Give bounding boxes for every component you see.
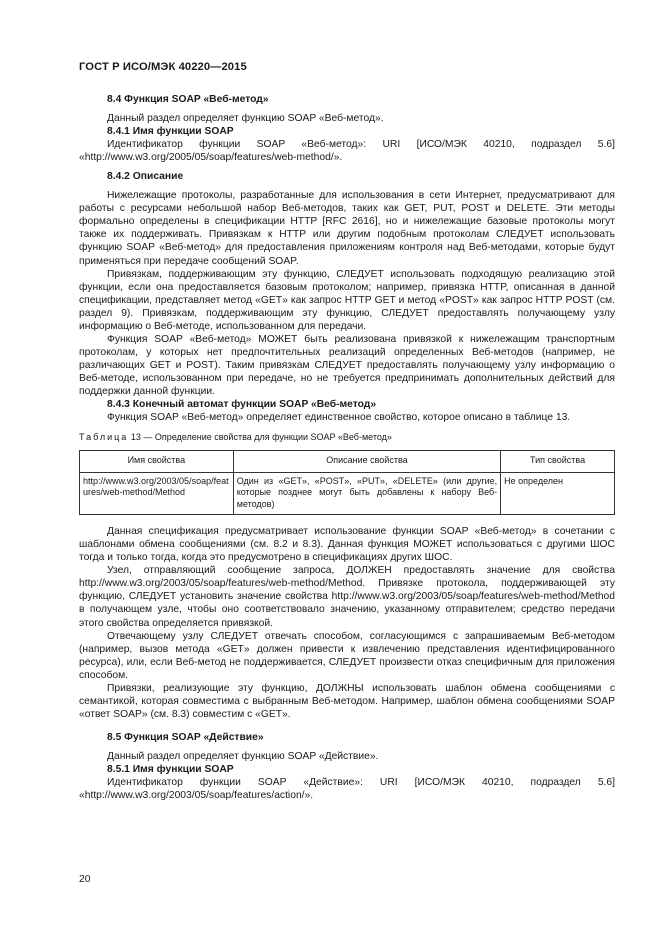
section-8-4-3-text: Функция SOAP «Веб-метод» определяет единственное свойство, которое описано в таблице 13.: [107, 412, 571, 424]
table-caption: [79, 431, 615, 444]
table-caption-label: Таблица: [79, 432, 129, 443]
table-cell-property-description: Один из «GET», «POST», «PUT», «DELETE» (или другие, которые позднее могут быть добавлены к набору Веб-методов): [233, 472, 500, 515]
body-paragraph: Данная спецификация предусматривает использование функции SOAP «Веб-метод» в сочетании с шаблонами обмена сообщениями (см. 8.2 и 8.3). Данная функция МОЖЕТ использоваться с другими ШОС тогда и только тогда, когда это предусмотрено в спецификациях других ШОС.: [79, 526, 615, 564]
table-header-cell: Имя свойства: [80, 451, 234, 473]
section-8-4-3-heading: 8.4.3 Конечный автомат функции SOAP «Веб-метод»: [107, 399, 377, 411]
section-8-4-1-heading: 8.4.1 Имя функции SOAP: [107, 126, 234, 138]
table-cell-property-name: http://www.w3.org/2003/05/soap/features/web-method/Method: [80, 472, 234, 515]
table-cell-property-type: Не определен: [501, 472, 615, 515]
body-paragraph: Отвечающему узлу СЛЕДУЕТ отвечать способом, согласующимся с запрашиваемым Веб-методом (например, вызов метода «GET» должен привести к извлечению представления идентифицированного ресурса), или, если Веб-метод не поддерживается, СЛЕДУЕТ произвести отказ специфичным для приложения способом.: [79, 630, 615, 681]
section-8-5-1-heading: 8.5.1 Имя функции SOAP: [107, 763, 234, 775]
table-header-cell: Описание свойства: [233, 451, 500, 473]
document-body: [79, 93, 615, 802]
table-caption-text: 13 — Определение свойства для функции SOAP «Веб-метод»: [130, 432, 392, 443]
section-8-4-2-heading: 8.4.2 Описание: [107, 171, 184, 183]
table-row: [80, 472, 615, 515]
table-header-cell: Тип свойства: [501, 451, 615, 473]
page-number: 20: [79, 874, 91, 885]
section-8-4-intro: Данный раздел определяет функцию SOAP «Веб-метод».: [107, 113, 384, 125]
section-8-5-heading: 8.5 Функция SOAP «Действие»: [107, 731, 264, 743]
section-8-5-intro: Данный раздел определяет функцию SOAP «Действие».: [107, 750, 379, 762]
section-8-4-heading: 8.4 Функция SOAP «Веб-метод»: [107, 94, 269, 105]
section-8-4-2-paragraph: Функция SOAP «Веб-метод» МОЖЕТ быть реализована привязкой к нижележащим транспортным протоколам, у которых нет предпочтительных реализаций определенных Веб-методов (например, не различающих GET и POST). Таким привязкам СЛЕДУЕТ предоставлять получающему узлу информацию о Веб-методе, использованном при передаче, но не требуется предпринимать дополнительных действий для поддержки данной функции.: [79, 333, 615, 397]
section-8-5-1-text: Идентификатор функции SOAP «Действие»: URI [ИСО/МЭК 40210, подраздел 5.6] «http://www.w3.org/2003/05/soap/features/action/».: [79, 777, 615, 802]
property-table: [79, 450, 615, 515]
section-8-4-2-paragraph: Нижележащие протоколы, разработанные для использования в сети Интернет, предусматривают для работы с ресурсами небольшой набор Веб-методов, таких как GET, PUT, POST и DELETE. Эти методы формально определены в спецификации HTTP [RFC 2616], но и нижележащие базовые протоколы могут также их поддерживать. Привязкам к HTTP или другим подобным протоколам СЛЕДУЕТ использовать функцию SOAP «Веб-метод» для предоставления приложениям контроля над Веб-методами, которые будут применяться при передаче сообщений SOAP.: [79, 190, 615, 267]
section-8-4-1-text: Идентификатор функции SOAP «Веб-метод»: URI [ИСО/МЭК 40210, подраздел 5.6] «http://www.w3.org/2005/05/soap/features/web-method/».: [79, 139, 615, 164]
document-header: ГОСТ Р ИСО/МЭК 40220—2015: [79, 61, 247, 73]
body-paragraph: Привязки, реализующие эту функцию, ДОЛЖНЫ использовать шаблон обмена сообщениями с семантикой, которая совместима с выбранным Веб-методом. Например, шаблон обмена сообщениями SOAP «ответ SOAP» (см. 8.3) совместим с «GET».: [79, 682, 615, 720]
body-paragraph: Узел, отправляющий сообщение запроса, ДОЛЖЕН предоставлять значение для свойства http://www.w3.org/2003/05/soap/features/web-method/Method. Привязке протокола, поддерживающей эту функцию, СЛЕДУЕТ установить значение свойства http://www.w3.org/2003/05/soap/features/web-method/Method в получающем узле, чтобы оно соответствовало значению, указанному отправителем; средство передачи этого свойства определяется привязкой.: [79, 565, 615, 629]
section-8-4-2-paragraph: Привязкам, поддерживающим эту функцию, СЛЕДУЕТ использовать подходящую реализацию этой функции, если она предоставляется базовым протоколом; например, привязка HTTP, описанная в данной спецификации, представляет метод «GET» как запрос HTTP GET и метод «POST» как запрос HTTP POST (см. раздел 9). Привязкам, поддерживающим эту функцию, СЛЕДУЕТ предоставлять получающему узлу информацию о Веб-методе, использованном для передачи.: [79, 268, 615, 332]
table-header-row: [80, 451, 615, 473]
